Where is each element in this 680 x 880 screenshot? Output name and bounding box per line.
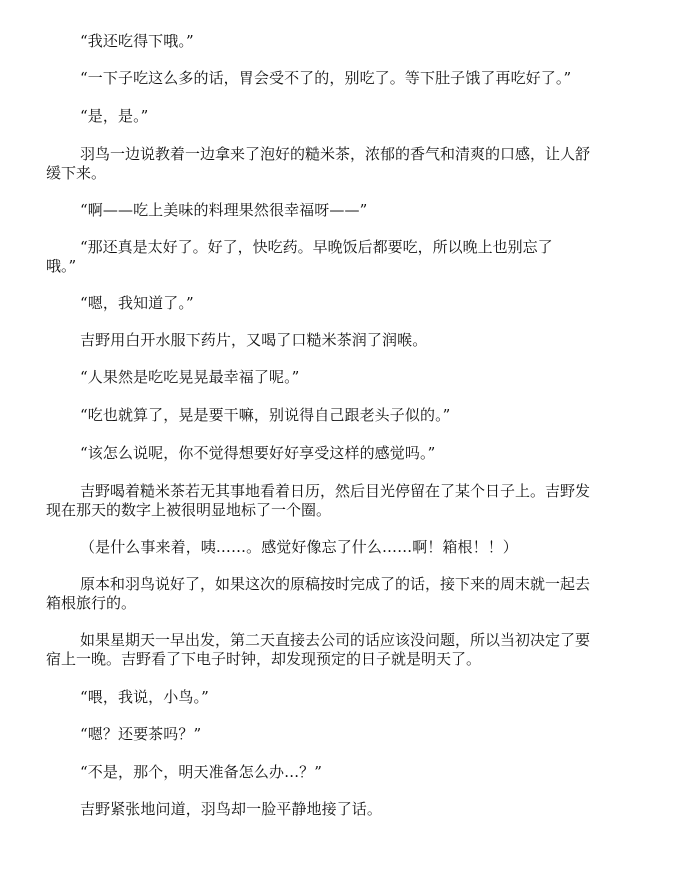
- paragraph-3: “是，是。”: [80, 107, 149, 125]
- paragraph-4-line-1: 羽鸟一边说教着一边拿来了泡好的糙米茶，浓郁的香气和清爽的口感，让人舒: [80, 145, 591, 163]
- paragraph-13: （是什么事来着，咦……。感觉好像忘了什么……啊！箱根！！）: [80, 538, 518, 556]
- paragraph-11: “该怎么说呢，你不觉得想要好好享受这样的感觉吗。”: [80, 444, 436, 462]
- paragraph-17: “嗯？还要茶吗？”: [80, 725, 202, 743]
- paragraph-6-line-1: “那还真是太好了。好了，快吃药。早晚饭后都要吃，所以晚上也别忘了: [80, 238, 553, 256]
- paragraph-5: “啊——吃上美味的料理果然很幸福呀——”: [80, 201, 368, 219]
- paragraph-9: “人果然是吃吃晃晃最幸福了呢。”: [80, 368, 300, 386]
- paragraph-4: [46, 145, 646, 183]
- paragraph-15-line-1: 如果星期天一早出发，第二天直接去公司的话应该没问题，所以当初决定了要: [80, 631, 591, 649]
- paragraph-15-line-2: 宿上一晚。吉野看了下电子时钟，却发现预定的日子就是明天了。: [46, 650, 482, 668]
- paragraph-1: “我还吃得下哦。”: [80, 32, 194, 50]
- paragraph-6: [46, 238, 646, 276]
- paragraph-12-line-1: 吉野喝着糙米茶若无其事地看着日历，然后目光停留在了某个日子上。吉野发: [80, 482, 591, 500]
- paragraph-15: [46, 631, 646, 669]
- paragraph-6-line-2: 哦。”: [46, 257, 77, 275]
- paragraph-14-line-1: 原本和羽鸟说好了，如果这次的原稿按时完成了的话，接下来的周末就一起去: [80, 575, 591, 593]
- paragraph-12-line-2: 现在那天的数字上被很明显地标了一个圈。: [46, 501, 332, 519]
- paragraph-8: 吉野用白开水服下药片，又喝了口糙米茶润了润喉。: [80, 331, 428, 349]
- paragraph-14: [46, 575, 646, 613]
- paragraph-12: [46, 482, 646, 520]
- paragraph-10: “吃也就算了，晃是要干嘛，别说得自己跟老头子似的。”: [80, 406, 451, 424]
- paragraph-7: “嗯，我知道了。”: [80, 294, 194, 312]
- paragraph-2: “一下子吃这么多的话，胃会受不了的，别吃了。等下肚子饿了再吃好了。”: [80, 69, 572, 87]
- paragraph-18: “不是，那个，明天准备怎么办…？”: [80, 763, 323, 781]
- paragraph-19: 吉野紧张地问道，羽鸟却一脸平静地接了话。: [80, 800, 383, 818]
- paragraph-14-line-2: 箱根旅行的。: [46, 594, 137, 612]
- paragraph-4-line-2: 缓下来。: [46, 164, 107, 182]
- paragraph-16: “喂，我说，小鸟。”: [80, 688, 209, 706]
